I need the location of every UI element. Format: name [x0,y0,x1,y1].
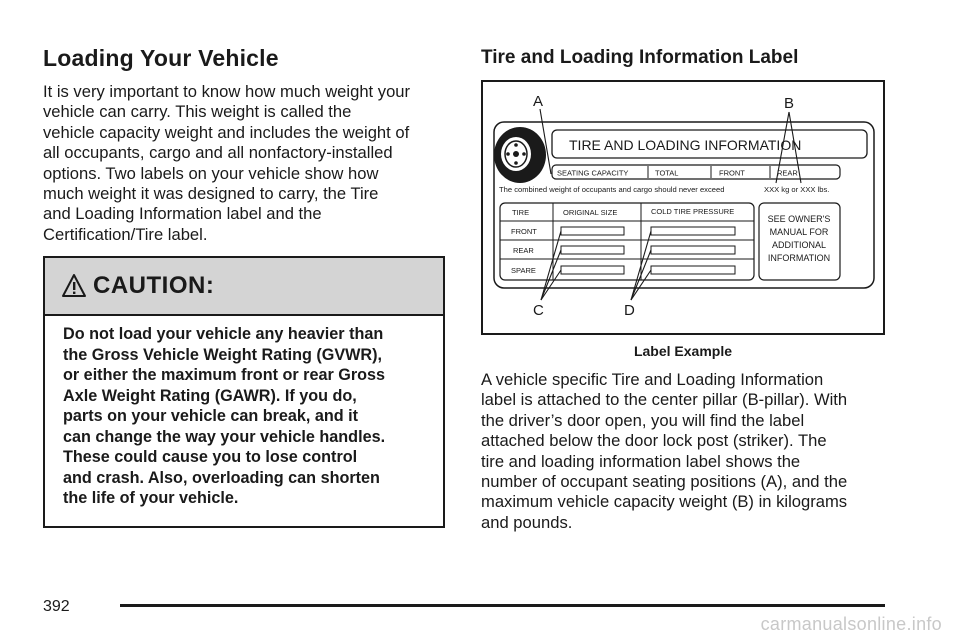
row-front: FRONT [511,227,537,236]
combined-weight-text: The combined weight of occupants and cargo should never exceed [499,185,725,194]
caution-title: CAUTION: [93,272,215,299]
tire-label-illustration [483,82,883,333]
see-owners-line-1: SEE OWNER'S [767,214,831,224]
footer-rule [120,604,885,607]
col-tire: TIRE [512,208,530,217]
col-original-size: ORIGINAL SIZE [563,208,618,217]
see-owners-line-3: ADDITIONAL [771,240,827,250]
see-owners-line-2: MANUAL FOR [769,227,829,237]
caution-box [43,256,445,528]
col-cold-pressure: COLD TIRE PRESSURE [651,207,735,216]
weight-value: XXX kg or XXX lbs. [764,185,830,194]
row-rear: REAR [513,246,534,255]
tire-icon [494,127,546,183]
seating-capacity-label: SEATING CAPACITY [557,168,629,178]
callout-c: C [533,302,544,319]
right-column [481,42,886,74]
figure-caption: Label Example [633,343,733,359]
row-spare: SPARE [511,266,536,275]
total-label: TOTAL [655,168,679,178]
intro-paragraph: It is very important to know how much weight your vehicle can carry. This weight is called the vehicle capacity weight and includes the weight of all occupants, cargo and all nonfactory-installed options. Two labels on your vehicle show how much weight it was designed to carry, the Tire and Loading Information label and the Certification/Tire label. [43,82,411,244]
page-number: 392 [43,598,70,615]
rear-label: REAR [777,168,798,178]
warning-icon [61,273,87,299]
callout-d: D [624,302,635,319]
label-header: TIRE AND LOADING INFORMATION [569,137,802,153]
callout-b: B [784,95,795,112]
watermark: carmanualsonline.info [760,614,942,634]
caution-header [45,258,443,316]
section-heading: Tire and Loading Information Label [481,47,799,68]
front-label: FRONT [719,168,745,178]
label-figure [481,80,885,335]
see-owners-line-4: INFORMATION [767,253,831,263]
left-column [43,42,448,245]
callout-a: A [533,93,544,110]
page-title: Loading Your Vehicle [43,45,279,71]
caution-text: Do not load your vehicle any heavier than the Gross Vehicle Weight Rating (GVWR), or either the maximum front or rear Gross Axle Weight Rating (GAWR). If you do, parts on your vehicle can break, and it can change the way your vehicle handles. These could cause you to lose control and crash. Also, overloading can shorten the life of your vehicle. [63,325,386,507]
label-description-paragraph: A vehicle specific Tire and Loading Information label is attached to the center pillar (B-pillar). With the driver’s door open, you will find the label attached below the door lock post (striker). The tire and loading information label shows the number of occupant seating positions (A), and the maximum vehicle capacity weight (B) in kilograms and pounds. [481,370,848,532]
